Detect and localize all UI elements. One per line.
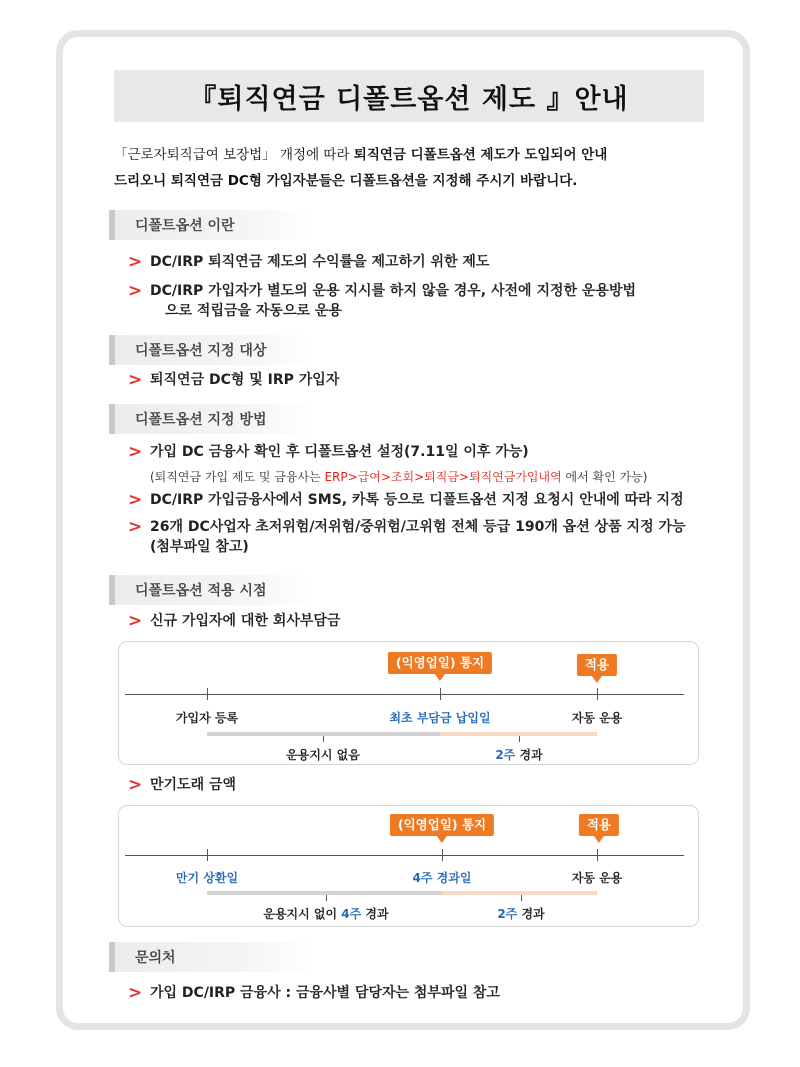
notice-callout: (익영업일) 통지 (390, 814, 494, 836)
timeline-tick (597, 688, 598, 700)
chevron-right-icon: > (128, 775, 143, 795)
timeline-label-start: 가입자 등록 (175, 711, 239, 725)
span-tick (521, 895, 522, 901)
sub-heading-new-member: 신규 가입자에 대한 회사부담금 (150, 613, 341, 629)
timeline-tick (597, 849, 598, 861)
erp-path: ERP>급여>조회>퇴직금>퇴직연금가입내역 (324, 470, 562, 484)
weeks-number: 2주 (495, 748, 516, 762)
timeline-axis (125, 694, 684, 695)
notice-callout: (익영업일) 통지 (388, 652, 492, 674)
section-heading-contact (109, 942, 314, 972)
weeks-text: 경과 (517, 907, 545, 921)
apply-callout: 적용 (577, 654, 617, 676)
timeline-label-start: 만기 상환일 (175, 871, 239, 885)
bullet-item: DC/IRP 가입금융사에서 SMS, 카톡 등으로 디폴트옵션 지정 요청시 안내에 따라 지정 (150, 492, 684, 508)
page-title: 『퇴직연금 디폴트옵션 제도 』안내 (189, 83, 629, 115)
intro-text (114, 142, 734, 194)
bullet-item: DC/IRP 가입자가 별도의 운용 지시를 하지 않을 경우, 사전에 지정한 운용방법 (150, 283, 636, 299)
erp-note (150, 468, 647, 485)
bullet-item: 가입 DC/IRP 금융사 : 금융사별 담당자는 첨부파일 참고 (150, 985, 500, 1001)
chevron-right-icon: > (128, 983, 143, 1003)
section-heading-label: 디폴트옵션 적용 시점 (135, 583, 267, 599)
timeline-axis (125, 855, 684, 856)
span-tick (519, 736, 520, 742)
section-heading-timing (109, 575, 314, 605)
timeline-label-end: 자동 운용 (571, 711, 623, 725)
bullet-item-continuation: (첨부파일 참고) (150, 539, 249, 555)
timeline-maturity (118, 805, 699, 927)
chevron-right-icon: > (128, 490, 143, 510)
span-tick (326, 895, 327, 901)
span-tick (323, 736, 324, 742)
timeline-tick (440, 688, 441, 700)
weeks-text: 경과 (515, 748, 543, 762)
note-prefix: (퇴직연금 가입 제도 및 금융사는 (150, 470, 325, 484)
span-bar-orange (442, 891, 597, 895)
section-heading-method (109, 404, 314, 434)
bullet-item: DC/IRP 퇴직연금 제도의 수익률을 제고하기 위한 제도 (150, 254, 490, 270)
span-label-weeks (495, 746, 542, 763)
apply-callout: 적용 (579, 814, 619, 836)
timeline-tick (442, 849, 443, 861)
timeline-tick (207, 688, 208, 700)
span-text: 운용지시 없이 (263, 907, 342, 921)
bullet-item: 퇴직연금 DC형 및 IRP 가입자 (150, 372, 340, 388)
timeline-new-member (118, 641, 699, 765)
intro-line1-normal: 「근로자퇴직급여 보장법」 개정에 따라 (114, 147, 354, 163)
section-heading-label: 디폴트옵션 지정 방법 (135, 412, 267, 428)
timeline-label-mid: 최초 부담금 납입일 (389, 711, 491, 725)
chevron-right-icon: > (128, 281, 143, 301)
bullet-item-continuation: 으로 적립금을 자동으로 운용 (165, 303, 342, 319)
weeks-number: 2주 (497, 907, 518, 921)
span-label-no-instruction (263, 905, 388, 922)
section-heading-label: 디폴트옵션 지정 대상 (135, 343, 267, 359)
chevron-right-icon: > (128, 611, 143, 631)
chevron-right-icon: > (128, 517, 143, 537)
sub-heading-maturity: 만기도래 금액 (150, 777, 237, 793)
chevron-right-icon: > (128, 252, 143, 272)
bullet-item: 가입 DC 금융사 확인 후 디폴트옵션 설정(7.11일 이후 가능) (150, 444, 529, 460)
title-bar (114, 70, 704, 122)
weeks-number: 4주 (341, 907, 362, 921)
timeline-label-end: 자동 운용 (571, 871, 623, 885)
timeline-tick (207, 849, 208, 861)
intro-line2: 드리오니 퇴직연금 DC형 가입자분들은 디폴트옵션을 지정해 주시기 바랍니다. (114, 173, 578, 189)
span-bar-gray (207, 891, 442, 895)
span-suffix: 경과 (361, 907, 389, 921)
chevron-right-icon: > (128, 370, 143, 390)
section-heading-label: 문의처 (135, 950, 176, 966)
intro-line1-bold: 퇴직연금 디폴트옵션 제도가 도입되어 안내 (353, 147, 608, 163)
chevron-right-icon: > (128, 442, 143, 462)
section-heading-what-is (109, 210, 314, 240)
bullet-item: 26개 DC사업자 초저위험/저위험/중위험/고위험 전체 등급 190개 옵션 상품 지정 가능 (150, 519, 686, 535)
section-heading-label: 디폴트옵션 이란 (135, 218, 235, 234)
section-heading-target (109, 335, 314, 365)
note-suffix: 에서 확인 가능) (561, 470, 648, 484)
span-label-weeks (497, 905, 544, 922)
span-label-no-instruction: 운용지시 없음 (286, 748, 360, 762)
timeline-label-mid: 4주 경과일 (412, 871, 472, 885)
